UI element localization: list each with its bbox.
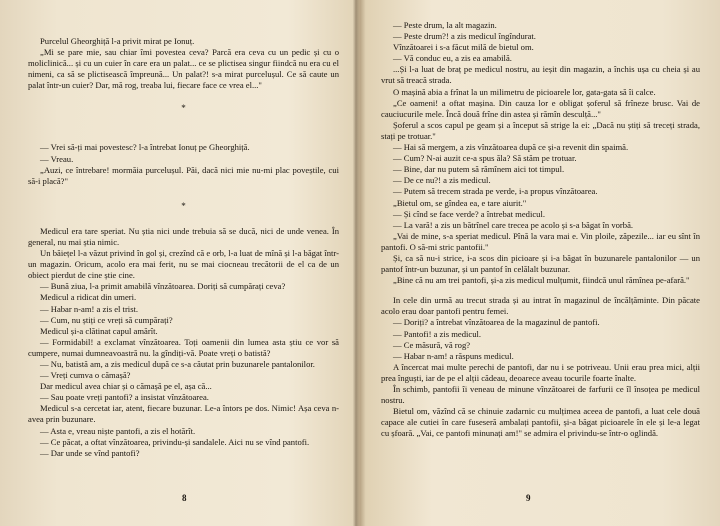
paragraph: In cele din urmă au trecut strada și au intrat în magazinul de încălțăminte. Din păcate acolo erau doar pantofi pentru femei.	[381, 295, 700, 317]
paragraph: „Bine că nu am trei pantofi, și-a zis medicul mulțumit, fiindcă unul rămînea pe-afară."	[393, 275, 690, 286]
paragraph: — Asta e, vreau niște pantofi, a zis el hotărît.	[40, 425, 196, 436]
paragraph: — Dar unde se vînd pantofi?	[40, 447, 140, 458]
paragraph: „Bietul om, se gîndea ea, e tare aiurit."	[393, 197, 527, 208]
paragraph: — Peste drum?! a zis medicul îngîndurat.	[393, 31, 536, 42]
section-break: *	[181, 103, 186, 114]
paragraph: — Ce măsură, vă rog?	[393, 339, 471, 350]
page-number: 9	[526, 492, 531, 503]
paragraph: Și, ca să nu-i strice, i-a scos din picioare și i-a băgat în buzunarele pantalonilor — un pantof într-un buzunar, și un pantof în celălalt buzunar.	[381, 252, 700, 275]
paragraph: În schimb, pantofii îi veneau de minune vînzătoarei de farfurii ce îl însoțea pe medicul nostru.	[381, 384, 700, 406]
paragraph: O mașină abia a frînat la un milimetru de picioarele lor, gata-gata să îi calce.	[393, 86, 656, 97]
paragraph: A încercat mai multe perechi de pantofi, dar nu i se potriveau. Unii erau prea mici, alții prea înguști, iar de pe el alții cădeau, deoarece aveau tocurile foarte înalte.	[381, 361, 700, 383]
paragraph: Dar medicul avea chiar și o cămașă pe el, așa că...	[40, 381, 212, 392]
paragraph: — Bine, dar nu putem să rămînem aici tot timpul.	[393, 164, 565, 175]
paragraph: — Formidabil! a exclamat vînzătoarea. Toți oamenii din lumea asta știu ce vor să cumpere, numai dumneavoastră nu. la gîndiți-vă. Poate vreți o batistă?	[28, 336, 339, 358]
paragraph: „Auzi, ce întrebare! mormăia purcelușul. Păi, dacă nici mie nu-mi plac poveștile, cui să-i placă?"	[28, 164, 339, 186]
section-break: *	[181, 200, 186, 211]
paragraph: — Pantofi! a zis medicul.	[393, 328, 482, 339]
paragraph: — Ce păcat, a oftat vînzătoarea, privindu-și sandalele. Aici nu se vînd pantofi.	[40, 436, 310, 447]
paragraph: „Vai de mine, s-a speriat medicul. Pînă la vara mai e. Vin ploile, zăpezile... iar eu sînt în pantofi. O să-mi stric pantofii."	[381, 230, 700, 252]
paragraph: Medicul și-a clătinat capul amărît.	[40, 325, 158, 336]
paragraph: — Cum? N-ai auzit ce-a spus ăla? Să stăm pe trotuar.	[393, 153, 577, 164]
right-page-text	[381, 20, 700, 439]
left-page-text	[28, 36, 339, 459]
paragraph: — Sau poate vreți pantofi? a insistat vînzătoarea.	[40, 392, 209, 403]
paragraph: — De ce nu?! a zis medicul.	[393, 175, 491, 186]
paragraph: — Cum, nu știți ce vreți să cumpărați?	[40, 314, 173, 325]
paragraph: — Habar n-am! a zis el trist.	[40, 303, 139, 314]
paragraph: ...Și l-a luat de braț pe medicul nostru, au ieșit din magazin, a închis ușa cu cheia și au vrut să treacă strada.	[381, 64, 700, 86]
paragraph: — Putem să trecem strada pe verde, i-a propus vînzătoarea.	[393, 186, 598, 197]
paragraph: „Ce oameni! a oftat mașina. Din cauza lor e obligat șoferul să frîneze brusc. Vai de cauciucurile mele. Încă două frîne din astea și rămîn desculță..."	[381, 97, 700, 119]
paragraph: Medicul era tare speriat. Nu știa nici unde trebuia să se ducă, nici de unde venea. În general, nu mai știa nimic.	[28, 225, 339, 247]
paragraph: Medicul a ridicat din umeri.	[40, 292, 137, 303]
paragraph: — Habar n-am! a răspuns medicul.	[393, 350, 514, 361]
paragraph: Vînzătoarei i s-a făcut milă de bietul om.	[393, 42, 534, 53]
paragraph: „Mi se pare mie, sau chiar îmi povestea ceva? Parcă era ceva cu un pedic și cu o moliclinică... și cu un cuier în care era un palat... ce se plictisea singur fiindcă nu era cu el nimeni, ca să se plictisească împreună... Un palat?! s-a mirat purcelușul. Ce să caute un palat într-un cuier? Dar, mă rog, treaba lui, fiecare face ce vrea el..."	[28, 47, 339, 91]
paragraph: Șoferul a scos capul pe geam și a început să strige la ei: „Dacă nu știți să treceți strada, stați pe trotuar."	[381, 119, 700, 141]
paragraph: Un băiețel l-a văzut privind în gol și, crezînd că e orb, l-a luat de mînă și l-a băgat într-un magazin. Oricum, acolo era mai ferit, nu se mai ciocneau trecătorii de el ca de un obiect pierdut de cine știe cine.	[28, 248, 339, 281]
paragraph: — Bună ziua, l-a primit amabilă vînzătoarea. Doriți să cumpărați ceva?	[40, 281, 286, 292]
paragraph: — Vă conduc eu, a zis ea amabilă.	[393, 53, 512, 64]
left-page	[0, 0, 353, 526]
paragraph: — Vreau.	[40, 153, 74, 164]
paragraph: — Vrei să-ți mai povestesc? l-a întrebat Ionuț pe Gheorghiță.	[40, 142, 250, 153]
paragraph: Medicul s-a cercetat iar, atent, fiecare buzunar. Le-a întors pe dos. Nimic! Așa ceva n-avea prin buzunare.	[28, 403, 339, 425]
paragraph: — Peste drum, la alt magazin.	[393, 20, 497, 30]
paragraph: — La vară! a zis un bătrînel care trecea pe acolo și s-a băgat în vorbă.	[393, 219, 634, 230]
paragraph: — Vreți cumva o cămașă?	[40, 370, 131, 381]
paragraph: — Nu, batistă am, a zis medicul după ce s-a căutat prin buzunarele pantalonilor.	[40, 358, 315, 369]
paragraph: Bietul om, văzînd că se chinuie zadarnic cu mulțimea aceea de pantofi, a luat cele două capace ale cutiei în care fuseseră ambalați pantofii, și-a băgat picioarele în ele și le-a legat cu șfoară. „Vai, ce pantofi minunați am!" se admira el privindu-se într-o oglindă.	[381, 406, 700, 439]
paragraph: — Și cînd se face verde? a întrebat medicul.	[393, 208, 545, 219]
paragraph: Purcelul Gheorghiță l-a privit mirat pe Ionuț.	[40, 36, 195, 46]
page-number: 8	[182, 492, 187, 503]
paragraph: — Hai să mergem, a zis vînzătoarea după ce și-a revenit din spaimă.	[393, 142, 629, 153]
paragraph: — Doriți? a întrebat vînzătoarea de la magazinul de pantofi.	[393, 317, 600, 328]
right-page	[359, 0, 720, 526]
